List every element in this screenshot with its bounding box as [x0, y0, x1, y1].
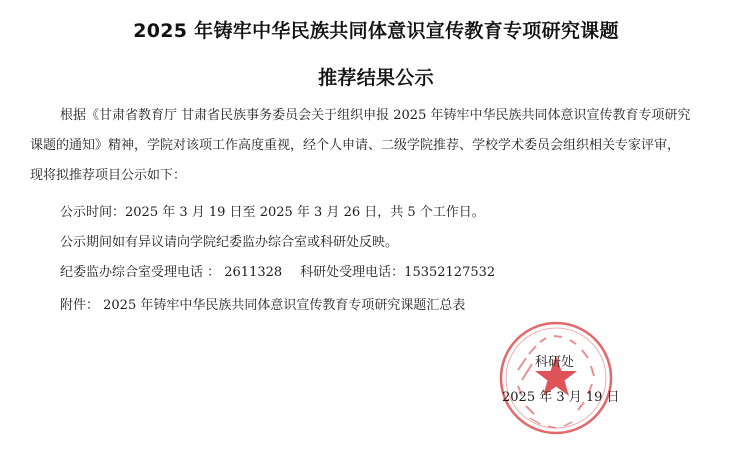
- intro-paragraph-line-3: 现将拟推荐项目公示如下：: [30, 168, 187, 183]
- document-title: 2025 年铸牢中华民族共同体意识宣传教育专项研究课题: [133, 20, 619, 42]
- issue-date: 2025 年 3 月 19 日: [502, 390, 620, 405]
- intro-paragraph-line-2: 课题的通知》精神，学院对该项工作高度重视，经个人申请、二级学院推荐、学校学术委员会组织相关专家评审，: [30, 138, 681, 153]
- objection-instructions: 公示期间如有异议请向学院纪委监办综合室或科研处反映。: [60, 235, 399, 250]
- contact-phones: [60, 258, 495, 288]
- attachment-line: 附件： 2025 年铸牢中华民族共同体意识宣传教育专项研究课题汇总表: [60, 298, 466, 313]
- discipline-office-phone: 纪委监办综合室受理电话 ： 2611328: [60, 265, 283, 280]
- research-office-phone: 科研处受理电话：15352127532: [300, 265, 496, 280]
- intro-paragraph-line-1: 根据《甘肃省教育厅 甘肃省民族事务委员会关于组织申报 2025 年铸牢中华民族共同体意识宣传教育专项研究: [60, 108, 691, 123]
- official-seal: [496, 318, 616, 438]
- document-subtitle: 推荐结果公示: [318, 67, 434, 89]
- issuer-name: 科研处: [535, 355, 575, 370]
- publicity-period: 公示时间：2025 年 3 月 19 日至 2025 年 3 月 26 日，共 5 个工作日。: [60, 205, 485, 220]
